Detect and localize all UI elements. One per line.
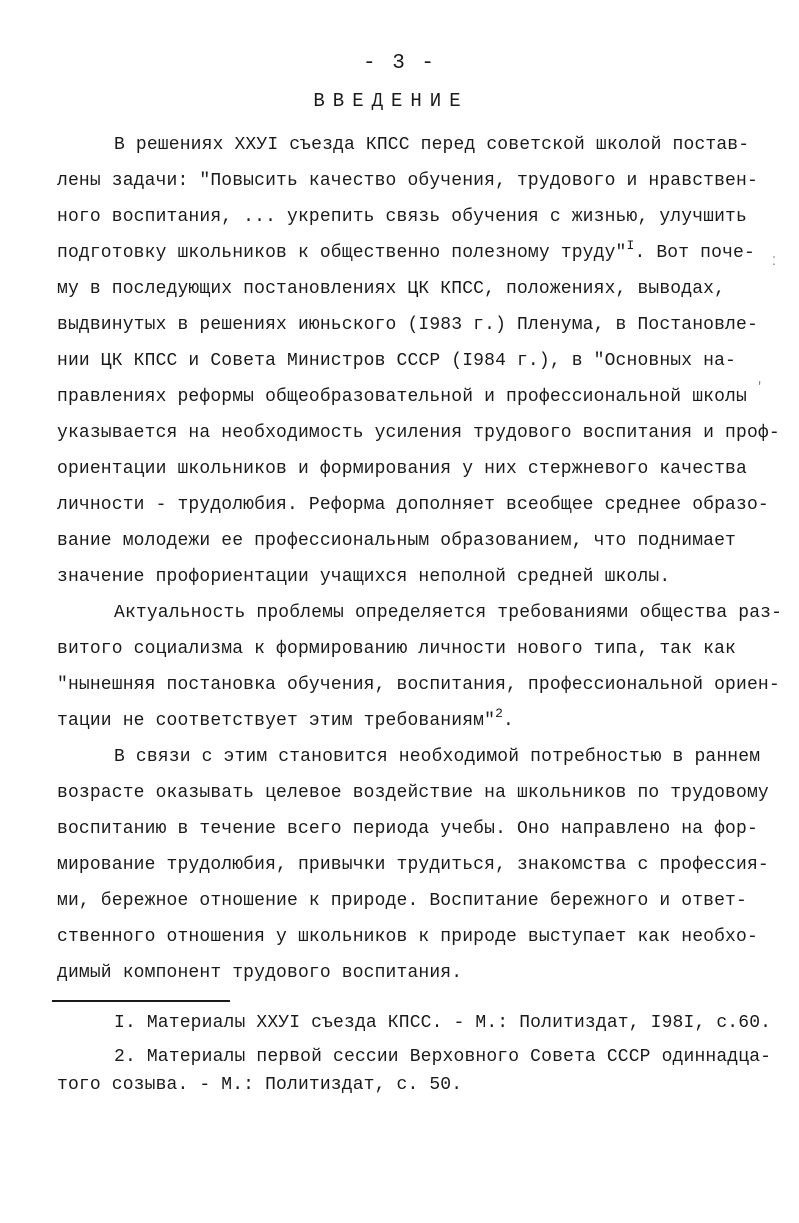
- page-heading: ВВЕДЕНИЕ: [313, 90, 469, 112]
- body-line: ного воспитания, ... укрепить связь обучения с жизнью, улучшить: [57, 207, 747, 227]
- body-line: лены задачи: "Повысить качество обучения, трудового и нравствен-: [57, 171, 758, 191]
- body-line: мирование трудолюбия, привычки трудиться, знакомства с профессия-: [57, 855, 769, 875]
- body-line: значение профориентации учащихся неполной средней школы.: [57, 567, 671, 587]
- body-line: витого социализма к формированию личности нового типа, так как: [57, 639, 737, 659]
- body-line-with-footnote: [57, 706, 514, 733]
- footnote-2-continued: того созыва. - М.: Политиздат, с. 50.: [57, 1075, 463, 1095]
- body-line: ориентации школьников и формирования у них стержневого качества: [57, 459, 747, 479]
- body-line-tail: . Вот поче-: [634, 243, 755, 263]
- body-line-text: тации не соответствует этим требованиям": [57, 711, 496, 731]
- body-line-text: подготовку школьников к общественно полезному труду": [57, 243, 627, 263]
- scan-speck: ⁚: [772, 255, 776, 269]
- body-line: личности - трудолюбия. Реформа дополняет всеобщее среднее образо-: [57, 495, 769, 515]
- body-line: правлениях реформы общеобразовательной и профессиональной школы: [57, 387, 747, 407]
- body-line: "нынешняя постановка обучения, воспитания, профессиональной ориен-: [57, 675, 780, 695]
- body-line: ми, бережное отношение к природе. Воспитание бережного и ответ-: [57, 891, 747, 911]
- footnote-ref: I: [626, 238, 635, 253]
- body-line: вание молодежи ее профессиональным образованием, что поднимает: [57, 531, 737, 551]
- body-line: выдвинутых в решениях июньского (I983 г.) Пленума, в Постановле-: [57, 315, 758, 335]
- footnote-separator: [52, 1000, 230, 1002]
- page-number: - 3 -: [362, 52, 436, 75]
- body-line: нии ЦК КПСС и Совета Министров СССР (I984 г.), в "Основных на-: [57, 351, 737, 371]
- body-line: му в последующих постановлениях ЦК КПСС, положениях, выводах,: [57, 279, 726, 299]
- body-line: указывается на необходимость усиления трудового воспитания и проф-: [57, 423, 780, 443]
- footnote-2: 2. Материалы первой сессии Верховного Совета СССР одиннадца-: [114, 1047, 772, 1067]
- body-line: воспитанию в течение всего периода учебы. Оно направлено на фор-: [57, 819, 758, 839]
- body-line: возрасте оказывать целевое воздействие на школьников по трудовому: [57, 783, 769, 803]
- body-line: ственного отношения у школьников к природе выступает как необхо-: [57, 927, 758, 947]
- body-line-tail: .: [503, 711, 514, 731]
- footnote-ref: 2: [495, 706, 504, 721]
- body-line-with-footnote: [57, 238, 755, 265]
- body-line: В связи с этим становится необходимой потребностью в раннем: [114, 747, 761, 767]
- footnote-1: I. Материалы ХХУI съезда КПСС. - М.: Политиздат, I98I, с.60.: [114, 1013, 772, 1033]
- scan-speck: ʹ: [756, 380, 764, 394]
- body-line: В решениях ХХУI съезда КПСС перед советской школой постав-: [114, 135, 750, 155]
- body-line: димый компонент трудового воспитания.: [57, 963, 463, 983]
- body-line: Актуальность проблемы определяется требованиями общества раз-: [114, 603, 783, 623]
